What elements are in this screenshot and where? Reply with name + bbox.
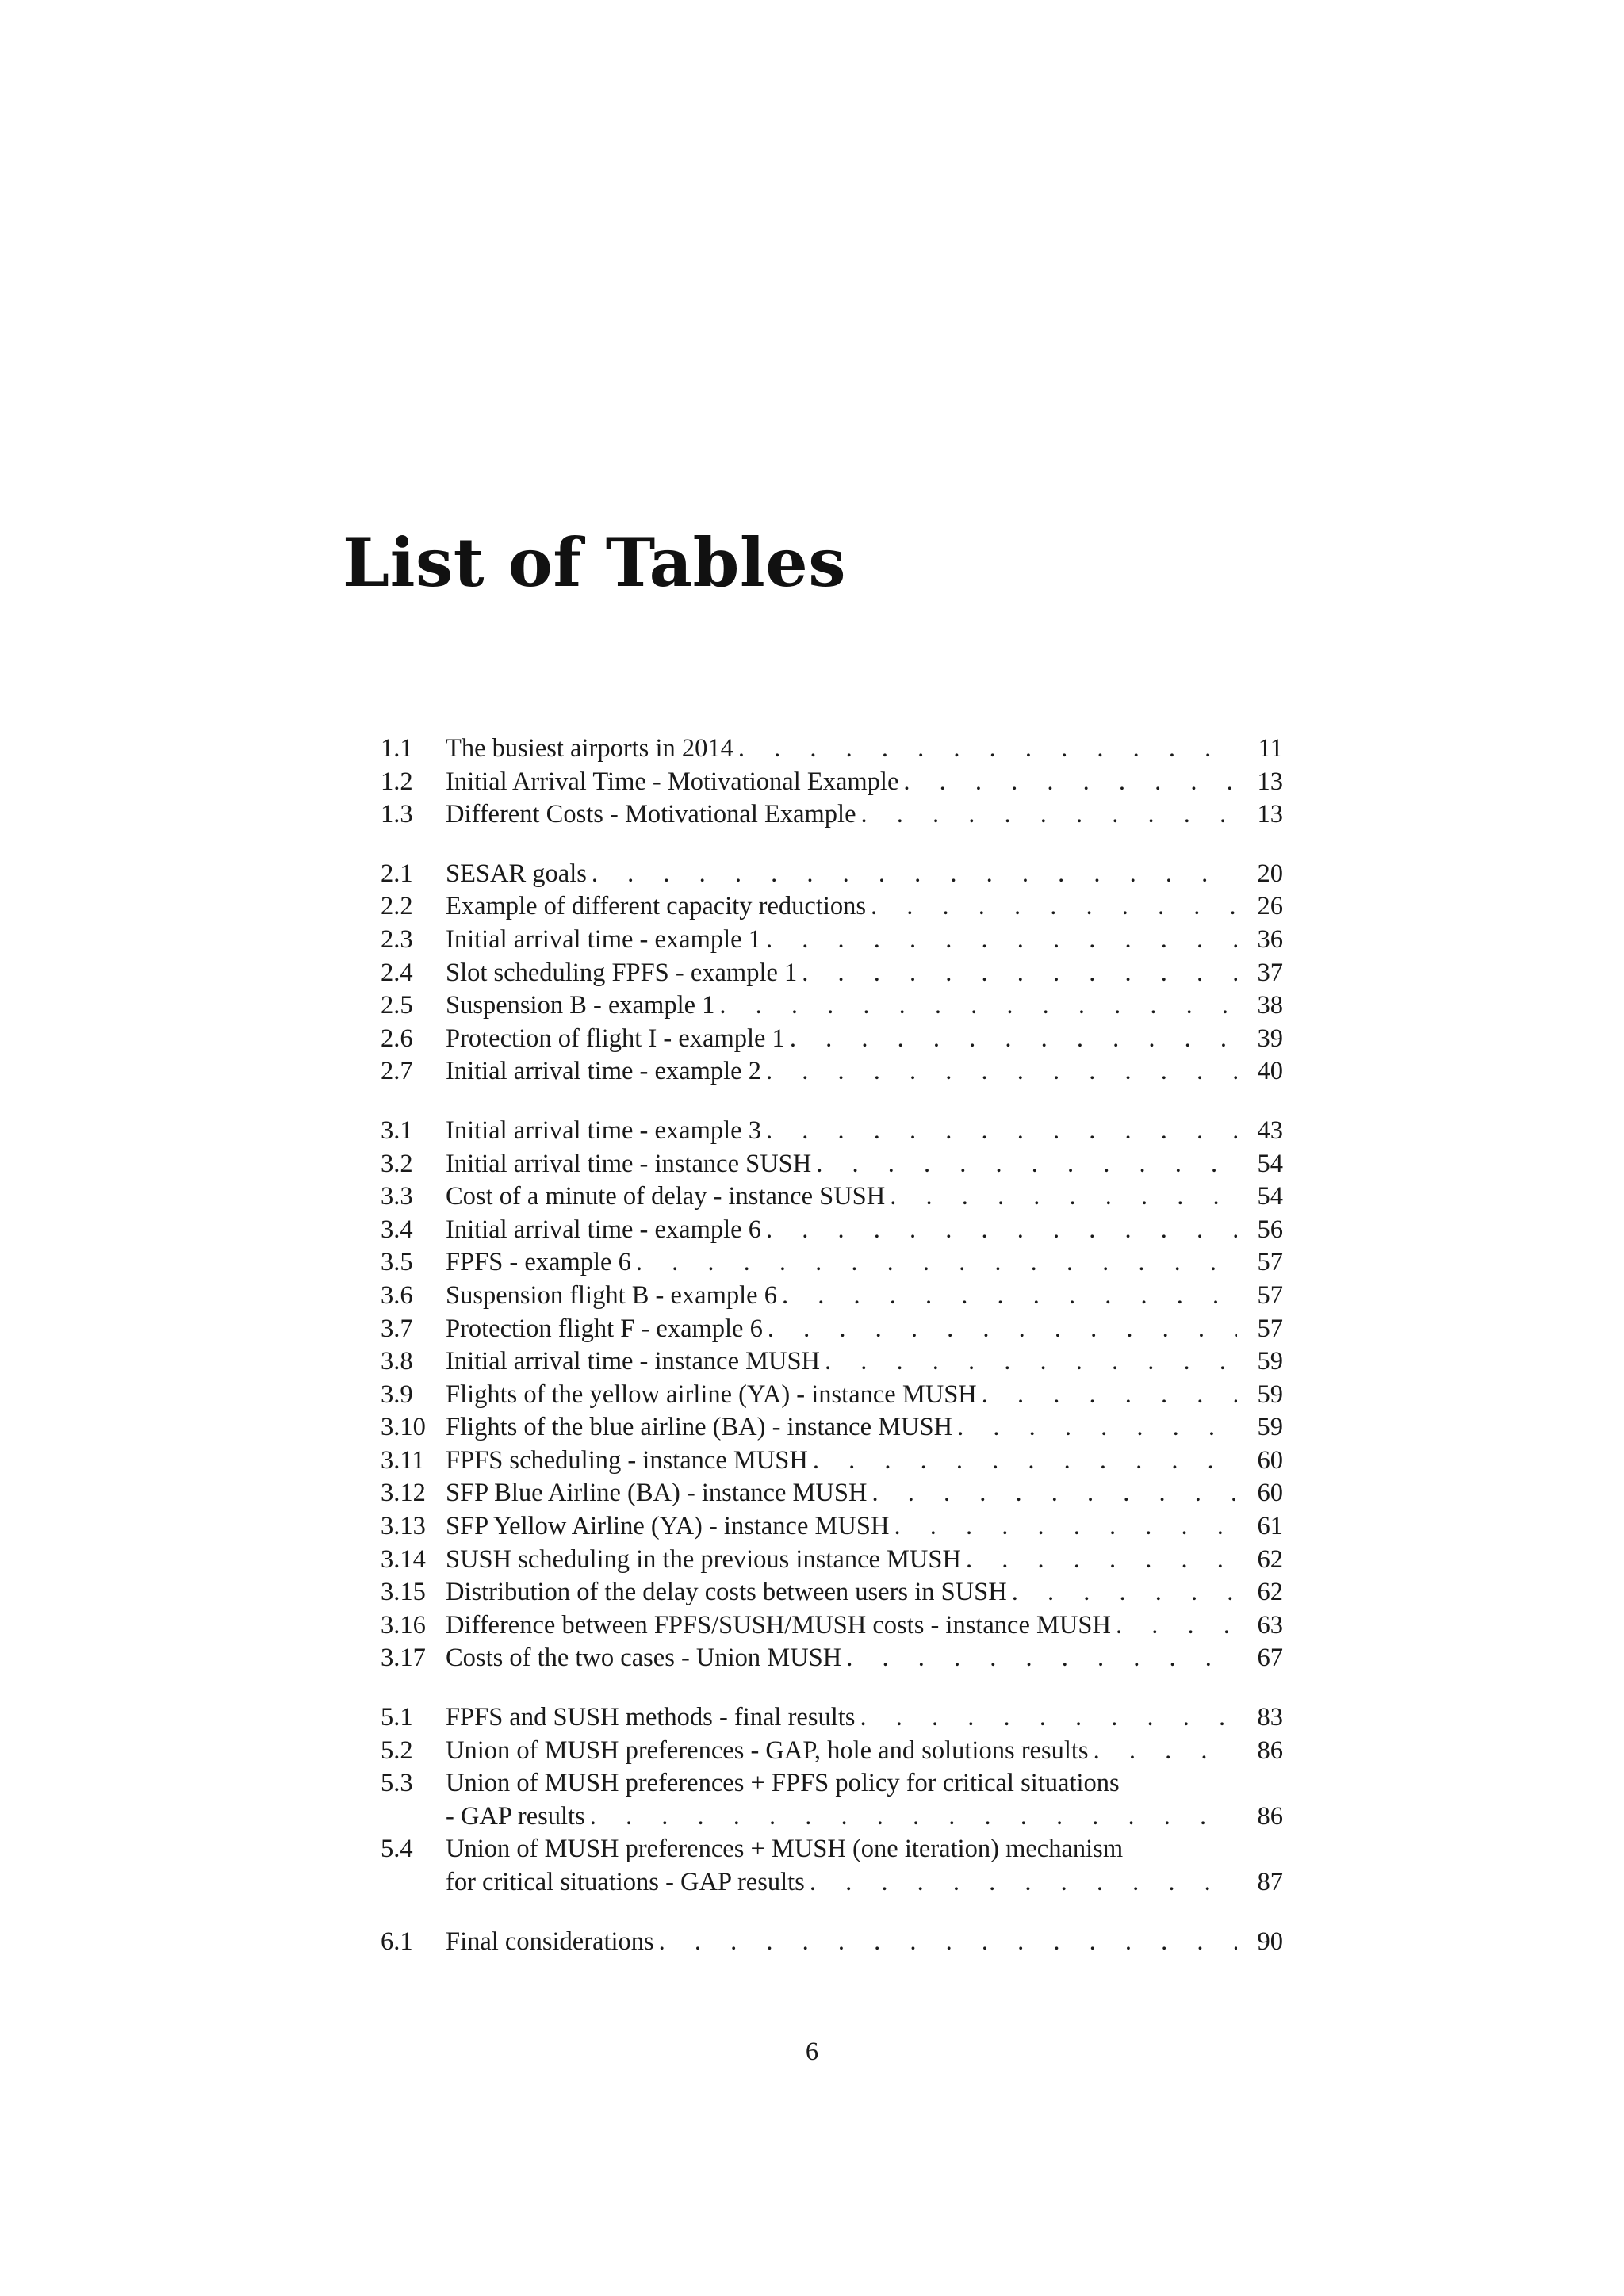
entry-title: Example of different capacity reductions — [446, 892, 867, 921]
entry-body — [446, 1411, 1237, 1445]
entry-number: 3.9 — [381, 1380, 413, 1409]
entry-body — [446, 1214, 1237, 1247]
dot-leader — [659, 1926, 1237, 1959]
toc-entry[interactable] — [381, 1576, 1283, 1609]
entry-page-number: 57 — [1257, 1248, 1283, 1277]
toc-entry[interactable] — [381, 766, 1283, 799]
toc-entry[interactable] — [381, 1445, 1283, 1478]
entry-title: Initial arrival time - example 2 — [446, 1057, 761, 1086]
entry-number: 3.10 — [381, 1413, 426, 1442]
toc-entry[interactable] — [381, 798, 1283, 832]
entry-body — [446, 1148, 1237, 1181]
entry-number: 5.4 — [381, 1835, 413, 1864]
entry-number: 3.11 — [381, 1445, 425, 1475]
entry-title-line — [446, 1445, 1237, 1478]
entry-title-line — [446, 1576, 1237, 1609]
entry-title-line — [446, 1148, 1237, 1181]
dot-leader — [766, 924, 1237, 957]
entry-title: Slot scheduling FPFS - example 1 — [446, 958, 798, 987]
dot-leader — [846, 1642, 1237, 1675]
entry-title: FPFS scheduling - instance MUSH — [446, 1445, 808, 1475]
entry-title-line — [446, 1477, 1237, 1510]
entry-title: SESAR goals — [446, 859, 587, 888]
entry-page-number: 59 — [1257, 1380, 1283, 1409]
entry-body — [446, 1833, 1237, 1899]
entry-body — [446, 1115, 1237, 1148]
entry-number: 1.3 — [381, 800, 413, 829]
entry-page-number: 13 — [1257, 767, 1283, 796]
entry-body — [446, 1576, 1237, 1609]
dot-leader — [790, 1023, 1237, 1056]
entry-number: 5.1 — [381, 1703, 413, 1732]
entry-title: for critical situations - GAP results — [446, 1868, 805, 1896]
entry-page-number: 26 — [1257, 892, 1283, 921]
entry-page-number: 62 — [1257, 1544, 1283, 1574]
dot-leader — [1116, 1609, 1237, 1643]
entry-page-number: 37 — [1257, 958, 1283, 987]
entry-title-line — [446, 766, 1237, 799]
entry-number: 3.4 — [381, 1215, 413, 1244]
toc-entry[interactable] — [381, 957, 1283, 990]
toc-group — [381, 858, 1283, 1089]
entry-number: 3.7 — [381, 1314, 413, 1343]
entry-page-number: 60 — [1257, 1445, 1283, 1475]
entry-title: The busiest airports in 2014 — [446, 734, 733, 763]
toc-entry[interactable] — [381, 1701, 1283, 1735]
entry-title: Cost of a minute of delay - instance SUSH — [446, 1182, 886, 1211]
toc-entry[interactable] — [381, 1148, 1283, 1181]
toc-entry[interactable] — [381, 1345, 1283, 1379]
toc-entry[interactable] — [381, 733, 1283, 766]
dot-leader — [719, 989, 1237, 1023]
entry-title-line — [446, 1926, 1237, 1959]
entry-title-line — [446, 733, 1237, 766]
entry-page-number: 57 — [1257, 1314, 1283, 1343]
entry-number: 2.1 — [381, 859, 413, 888]
dot-leader — [766, 1214, 1237, 1247]
entry-number: 3.3 — [381, 1182, 413, 1211]
entry-body — [446, 1345, 1237, 1379]
entry-page-number: 13 — [1257, 800, 1283, 829]
toc-entry[interactable] — [381, 1214, 1283, 1247]
dot-leader — [590, 1800, 1237, 1834]
dot-leader — [871, 890, 1237, 924]
toc-entry[interactable] — [381, 1833, 1283, 1899]
entry-body — [446, 1735, 1237, 1768]
entry-body — [446, 989, 1237, 1023]
entry-body — [446, 1280, 1237, 1313]
entry-page-number: 61 — [1257, 1512, 1283, 1541]
entry-page-number: 54 — [1257, 1182, 1283, 1211]
entry-body — [446, 733, 1237, 766]
entry-number: 3.2 — [381, 1149, 413, 1178]
entry-page-number: 39 — [1257, 1024, 1283, 1053]
toc-entry[interactable] — [381, 1767, 1283, 1833]
entry-page-number: 90 — [1257, 1927, 1283, 1956]
entry-title: Initial arrival time - instance SUSH — [446, 1149, 812, 1178]
entry-title-line — [446, 1023, 1237, 1056]
toc-entry[interactable] — [381, 1926, 1283, 1959]
entry-page-number: 87 — [1257, 1868, 1283, 1896]
entry-number: 3.12 — [381, 1479, 426, 1508]
entry-title: Costs of the two cases - Union MUSH — [446, 1644, 842, 1673]
entry-page-number: 57 — [1257, 1280, 1283, 1310]
entry-number: 1.1 — [381, 734, 413, 763]
entry-title: Initial Arrival Time - Motivational Example — [446, 767, 899, 796]
entry-number: 2.2 — [381, 892, 413, 921]
dot-leader — [957, 1411, 1237, 1445]
entry-body — [446, 1181, 1237, 1214]
entry-page-number: 36 — [1257, 924, 1283, 954]
entry-number: 2.5 — [381, 991, 413, 1020]
entry-number: 6.1 — [381, 1927, 413, 1956]
dot-leader — [894, 1510, 1237, 1544]
entry-body — [446, 1767, 1237, 1833]
dot-leader — [636, 1246, 1237, 1280]
entry-body — [446, 890, 1237, 924]
entry-body — [446, 957, 1237, 990]
entry-page-number: 43 — [1257, 1115, 1283, 1145]
toc-group — [381, 1701, 1283, 1900]
entry-title-line — [446, 1115, 1237, 1148]
dot-leader — [871, 1477, 1237, 1510]
toc-entry[interactable] — [381, 1246, 1283, 1280]
entry-page-number: 54 — [1257, 1149, 1283, 1178]
entry-body — [446, 1926, 1237, 1959]
dot-leader — [966, 1544, 1237, 1577]
toc-entry[interactable] — [381, 1510, 1283, 1544]
entry-page-number: 59 — [1257, 1347, 1283, 1376]
toc-entry[interactable] — [381, 1609, 1283, 1643]
entry-body — [446, 1544, 1237, 1577]
entry-number: 5.2 — [381, 1735, 413, 1765]
entry-title-line — [446, 1609, 1237, 1643]
entry-title: Different Costs - Motivational Example — [446, 800, 856, 829]
dot-leader — [592, 858, 1237, 891]
entry-page-number: 38 — [1257, 991, 1283, 1020]
entry-body — [446, 924, 1237, 957]
entry-title: Union of MUSH preferences - GAP, hole and solutions results — [446, 1735, 1089, 1765]
toc-group — [381, 1115, 1283, 1675]
entry-title: Protection flight F - example 6 — [446, 1314, 763, 1343]
toc-entry[interactable] — [381, 1313, 1283, 1346]
entry-body — [446, 1642, 1237, 1675]
dot-leader — [1094, 1735, 1237, 1768]
toc-entry[interactable] — [381, 1411, 1283, 1445]
dot-leader — [810, 1866, 1237, 1900]
entry-title: Flights of the blue airline (BA) - instance MUSH — [446, 1413, 953, 1442]
entry-number: 3.8 — [381, 1347, 413, 1376]
entry-title-line — [446, 1800, 1237, 1834]
page-number: 6 — [805, 2038, 819, 2066]
entry-title: Initial arrival time - example 6 — [446, 1215, 761, 1244]
entry-title-line — [446, 858, 1237, 891]
entry-page-number: 86 — [1257, 1735, 1283, 1765]
entry-page-number: 56 — [1257, 1215, 1283, 1244]
entry-number: 2.7 — [381, 1057, 413, 1086]
entry-body — [446, 1313, 1237, 1346]
entry-title-line — [446, 1642, 1237, 1675]
toc-entry[interactable] — [381, 1023, 1283, 1056]
dot-leader — [825, 1345, 1237, 1379]
toc-entry[interactable] — [381, 890, 1283, 924]
entry-number: 3.15 — [381, 1578, 426, 1607]
dot-leader — [816, 1148, 1237, 1181]
entry-title: SFP Yellow Airline (YA) - instance MUSH — [446, 1512, 890, 1541]
entry-title-line — [446, 1246, 1237, 1280]
entry-page-number: 83 — [1257, 1703, 1283, 1732]
entry-title-line — [446, 1411, 1237, 1445]
entry-title: SUSH scheduling in the previous instance MUSH — [446, 1544, 961, 1574]
entry-title-line — [446, 1280, 1237, 1313]
entry-body — [446, 1379, 1237, 1412]
entry-page-number: 59 — [1257, 1413, 1283, 1442]
entry-body — [446, 1510, 1237, 1544]
toc-entry[interactable] — [381, 1379, 1283, 1412]
toc-entry[interactable] — [381, 1544, 1283, 1577]
entry-page-number: 67 — [1257, 1644, 1283, 1673]
entry-number: 3.5 — [381, 1248, 413, 1277]
entry-title-line — [446, 1866, 1237, 1900]
entry-number: 3.17 — [381, 1644, 426, 1673]
entry-page-number: 63 — [1257, 1610, 1283, 1640]
dot-leader — [766, 1115, 1237, 1148]
dot-leader — [768, 1313, 1237, 1346]
entry-body — [446, 858, 1237, 891]
entry-title: Difference between FPFS/SUSH/MUSH costs - instance MUSH — [446, 1610, 1111, 1640]
entry-body — [446, 1701, 1237, 1735]
dot-leader — [860, 1701, 1237, 1735]
entry-page-number: 60 — [1257, 1479, 1283, 1508]
entry-title-line — [446, 1214, 1237, 1247]
toc-entry[interactable] — [381, 924, 1283, 957]
entry-body — [446, 1055, 1237, 1089]
entry-title-line — [446, 1345, 1237, 1379]
entry-title: Distribution of the delay costs between users in SUSH — [446, 1578, 1007, 1607]
entry-title-line — [446, 1055, 1237, 1089]
entry-body — [446, 1609, 1237, 1643]
entry-number: 3.6 — [381, 1280, 413, 1310]
entry-number: 2.4 — [381, 958, 413, 987]
entry-title-line — [446, 1313, 1237, 1346]
dot-leader — [903, 766, 1237, 799]
entry-number: 3.16 — [381, 1610, 426, 1640]
dot-leader — [782, 1280, 1237, 1313]
entry-title-line — [446, 1510, 1237, 1544]
entry-title-line — [446, 924, 1237, 957]
entry-page-number: 20 — [1257, 859, 1283, 888]
entry-number: 2.6 — [381, 1024, 413, 1053]
entry-title-first-line: Union of MUSH preferences + MUSH (one iteration) mechanism — [446, 1835, 1124, 1864]
toc-group — [381, 733, 1283, 832]
entry-title: Final considerations — [446, 1927, 654, 1956]
dot-leader — [1012, 1576, 1237, 1609]
toc-entry[interactable] — [381, 1735, 1283, 1768]
list-of-tables — [381, 733, 1283, 1958]
toc-entry[interactable] — [381, 1642, 1283, 1675]
entry-title-line — [446, 890, 1237, 924]
entry-number: 2.3 — [381, 924, 413, 954]
dot-leader — [802, 957, 1237, 990]
entry-title: FPFS - example 6 — [446, 1248, 631, 1277]
entry-page-number: 62 — [1257, 1578, 1283, 1607]
entry-title: Flights of the yellow airline (YA) - instance MUSH — [446, 1380, 977, 1409]
toc-entry[interactable] — [381, 858, 1283, 891]
entry-body — [446, 1445, 1237, 1478]
entry-page-number: 86 — [1257, 1801, 1283, 1831]
entry-title: Initial arrival time - example 1 — [446, 924, 761, 954]
entry-title-line — [446, 1735, 1237, 1768]
dot-leader — [982, 1379, 1237, 1412]
entry-title-line — [446, 798, 1237, 832]
entry-title: Initial arrival time - instance MUSH — [446, 1347, 821, 1376]
toc-entry[interactable] — [381, 1115, 1283, 1148]
entry-title: Suspension flight B - example 6 — [446, 1280, 777, 1310]
entry-number: 3.1 — [381, 1115, 413, 1145]
toc-entry[interactable] — [381, 1280, 1283, 1313]
dot-leader — [861, 798, 1238, 832]
entry-title-line — [446, 1701, 1237, 1735]
dot-leader — [890, 1181, 1237, 1214]
entry-title: Suspension B - example 1 — [446, 991, 715, 1020]
entry-number: 1.2 — [381, 767, 413, 796]
entry-title: FPFS and SUSH methods - final results — [446, 1703, 856, 1732]
entry-title: SFP Blue Airline (BA) - instance MUSH — [446, 1479, 868, 1508]
entry-title-first-line: Union of MUSH preferences + FPFS policy for critical situations — [446, 1769, 1120, 1798]
entry-title-line — [446, 989, 1237, 1023]
entry-title-line — [446, 1181, 1237, 1214]
entry-title: - GAP results — [446, 1801, 585, 1831]
entry-title-line — [446, 957, 1237, 990]
entry-body — [446, 1246, 1237, 1280]
toc-entry[interactable] — [381, 989, 1283, 1023]
toc-entry[interactable] — [381, 1055, 1283, 1089]
dot-leader — [813, 1445, 1237, 1478]
toc-entry[interactable] — [381, 1181, 1283, 1214]
entry-page-number: 11 — [1258, 734, 1283, 763]
entry-title: Initial arrival time - example 3 — [446, 1115, 761, 1145]
entry-number: 3.13 — [381, 1512, 426, 1541]
entry-body — [446, 798, 1237, 832]
entry-number: 3.14 — [381, 1544, 426, 1574]
page-title: List of Tables — [343, 523, 846, 602]
entry-body — [446, 1477, 1237, 1510]
entry-body — [446, 766, 1237, 799]
entry-number: 5.3 — [381, 1769, 413, 1798]
entry-page-number: 40 — [1257, 1057, 1283, 1086]
toc-group — [381, 1926, 1283, 1959]
entry-body — [446, 1023, 1237, 1056]
toc-entry[interactable] — [381, 1477, 1283, 1510]
entry-title: Protection of flight I - example 1 — [446, 1024, 785, 1053]
entry-title-line — [446, 1379, 1237, 1412]
entry-title-line — [446, 1544, 1237, 1577]
dot-leader — [738, 733, 1237, 766]
dot-leader — [766, 1055, 1237, 1089]
